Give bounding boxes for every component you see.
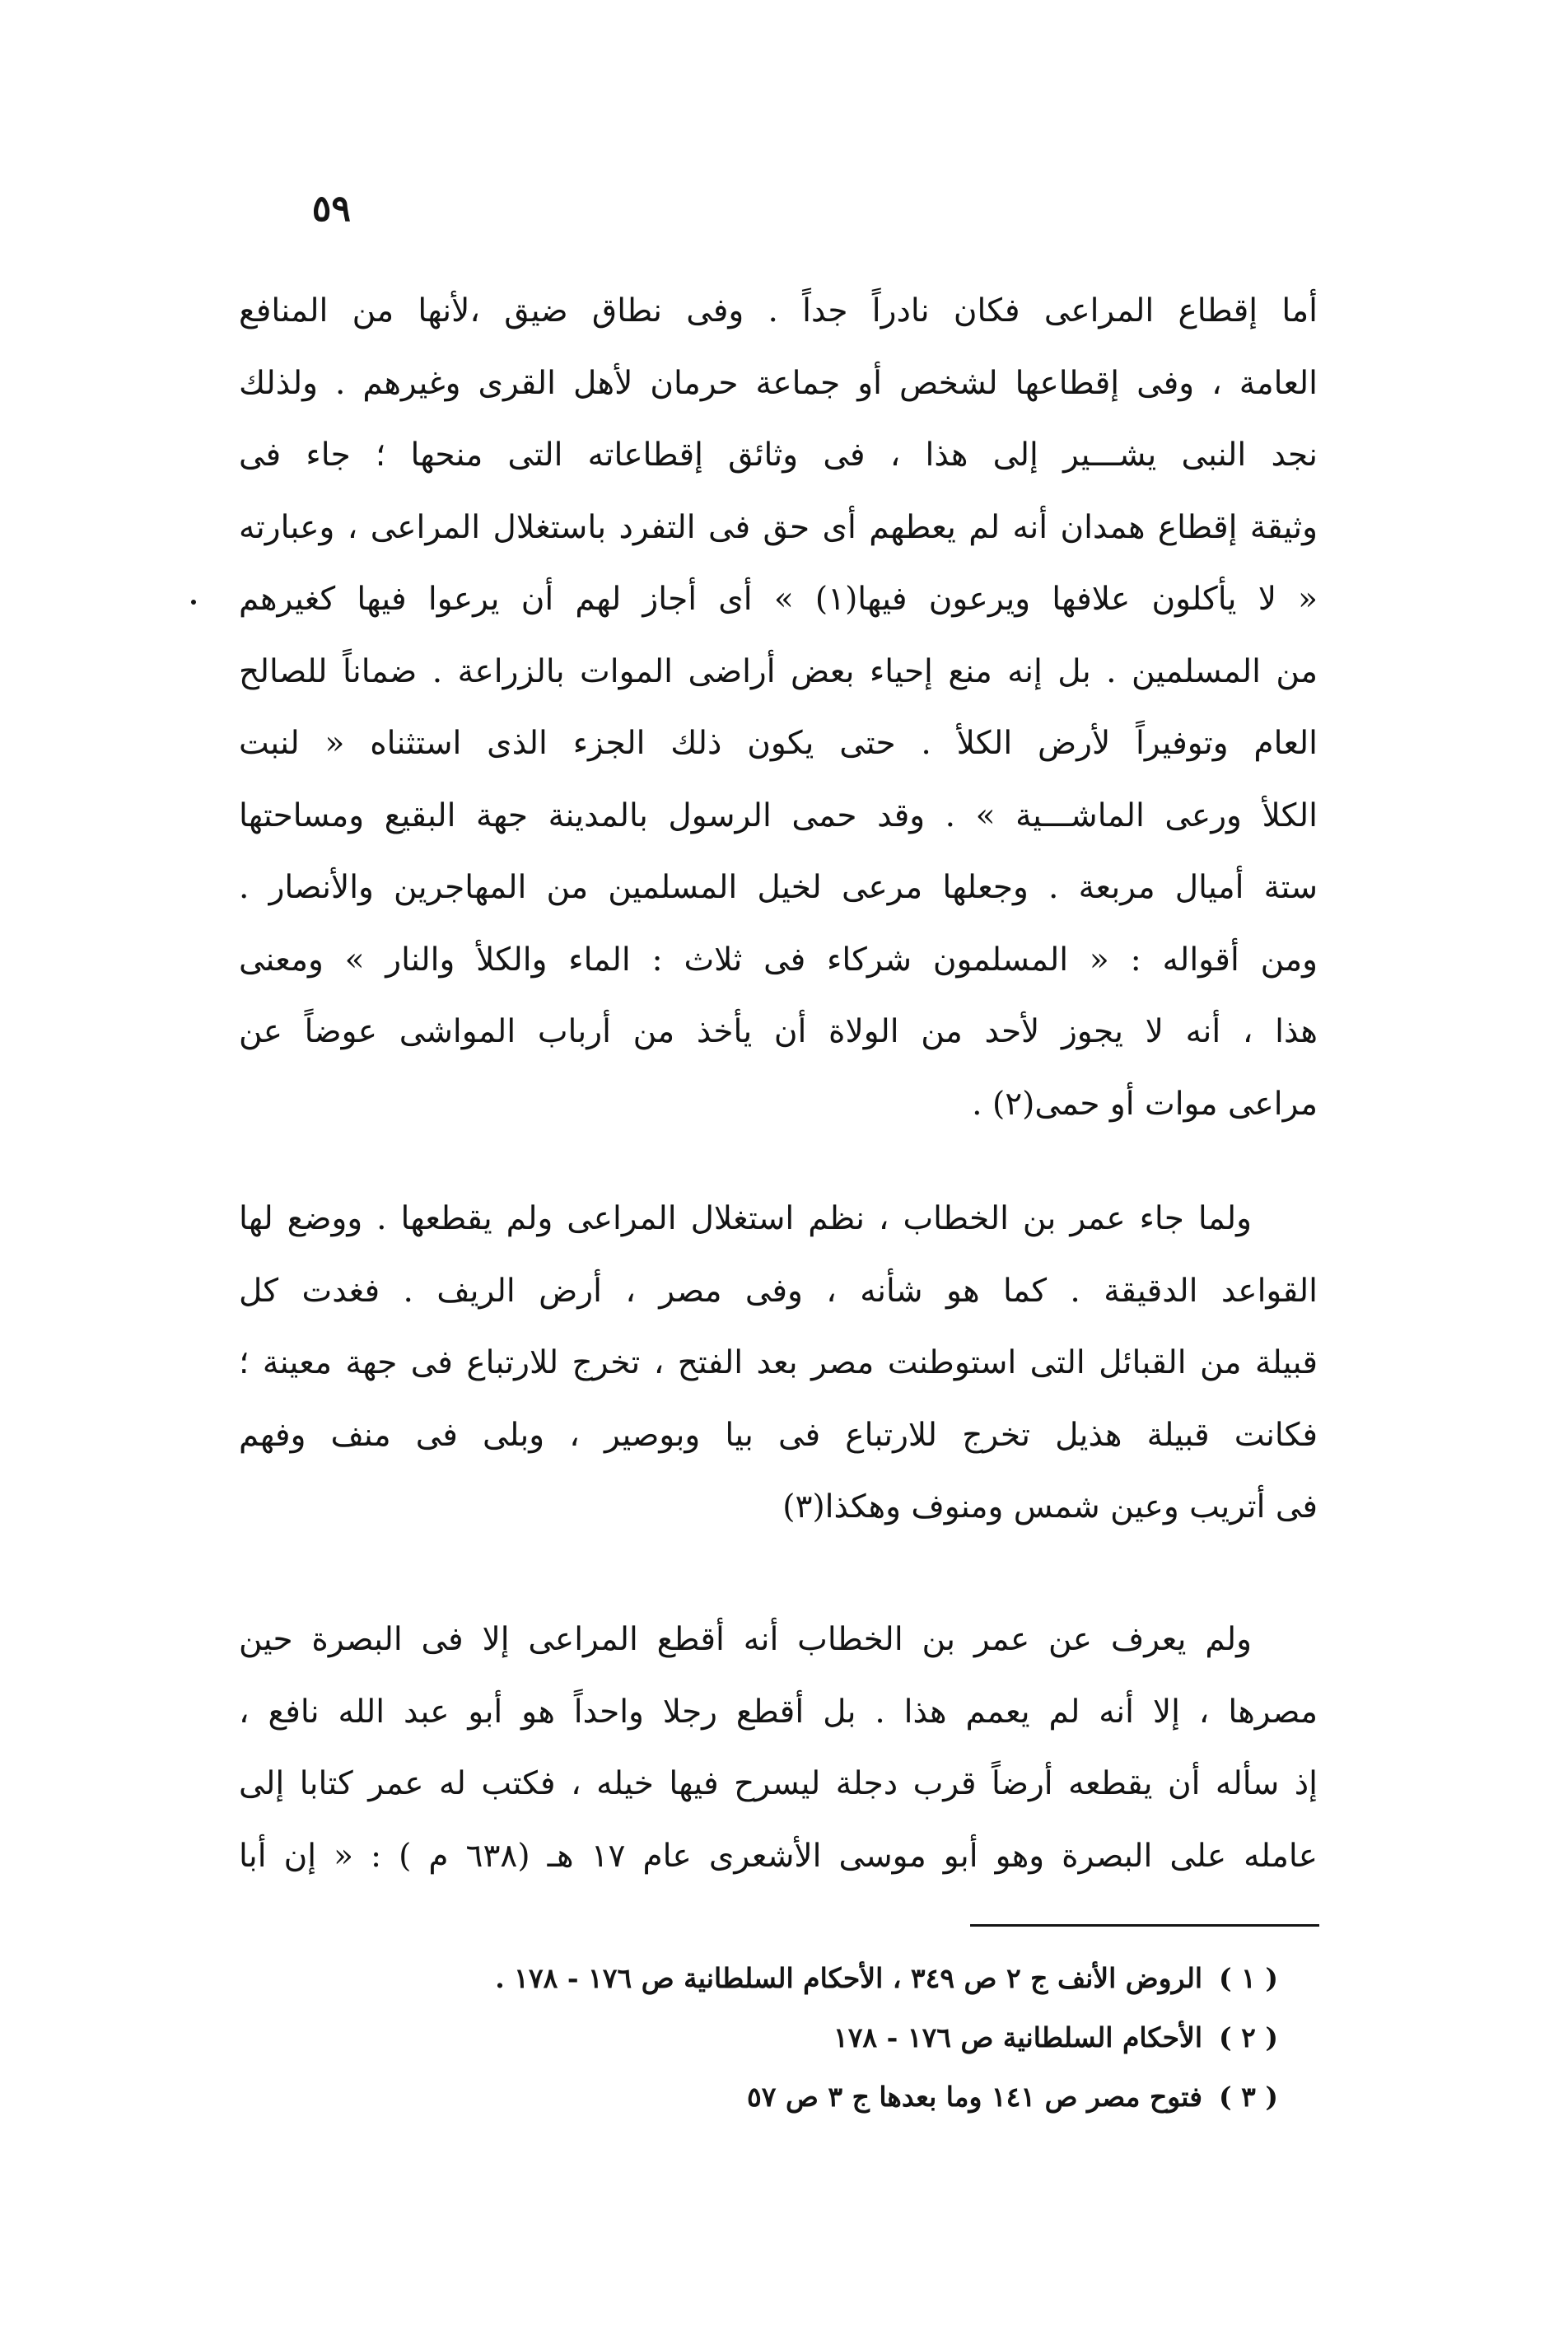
paragraph-1 xyxy=(239,275,1318,1140)
text-line: ولما جاء عمر بن الخطاب ، نظم استغلال المراعى ولم يقطعها . ووضع لها xyxy=(239,1200,1252,1237)
text-line: الكلأ ورعى الماشـــية » . وقد حمى الرسول بالمدينة جهة البقيع ومساحتها xyxy=(239,797,1318,834)
text-line: وثيقة إقطاع همدان أنه لم يعطهم أى حق فى التفرد باستغلال المراعى ، وعبارته xyxy=(239,508,1318,546)
text-line: نجد النبى يشـــير إلى هذا ، فى وثائق إقطاعاته التى منحها ؛ جاء فى xyxy=(239,437,1318,474)
print-speck xyxy=(191,600,196,605)
footnote-divider xyxy=(970,1924,1319,1927)
text-line: هذا ، أنه لا يجوز لأحد من الولاة أن يأخذ من أرباب المواشى عوضاً عن xyxy=(239,1013,1318,1050)
text-line: العامة ، وفى إقطاعها لشخص أو جماعة حرمان لأهل القرى وغيرهم . ولذلك xyxy=(239,364,1318,402)
paragraph-2 xyxy=(239,1183,1318,1544)
footnote-1 xyxy=(329,1949,1278,2008)
text-line: مراعى موات أو حمى(٢) . xyxy=(972,1085,1318,1123)
footnote-3 xyxy=(329,2067,1278,2127)
footnote-number: ( ١ ) xyxy=(1219,1962,1278,1994)
text-line: ستة أميال مربعة . وجعلها مرعى لخيل المسلمين من المهاجرين والأنصار . xyxy=(239,869,1318,906)
text-line: العام وتوفيراً لأرض الكلأ . حتى يكون ذلك الجزء الذى استثناه « لنبت xyxy=(239,725,1318,762)
footnote-text: فتوح مصر ص ١٤١ وما بعدها ج ٣ ص ٥٧ xyxy=(747,2081,1203,2113)
footnote-number: ( ٣ ) xyxy=(1219,2081,1278,2113)
text-line: عامله على البصرة وهو أبو موسى الأشعرى عام ١٧ هـ (٦٣٨ م ) : « إن أبا xyxy=(239,1837,1318,1875)
footnotes xyxy=(329,1949,1278,2127)
footnote-text: الأحكام السلطانية ص ١٧٦ - ١٧٨ xyxy=(833,2021,1203,2053)
paragraph-text xyxy=(239,275,1318,1140)
text-line: قبيلة من القبائل التى استوطنت مصر بعد الفتح ، تخرج للارتباع فى جهة معينة ؛ xyxy=(239,1344,1318,1381)
text-line: ومن أقواله : « المسلمون شركاء فى ثلاث : الماء والكلأ والنار » ومعنى xyxy=(239,941,1318,979)
footnote-text: الروض الأنف ج ٢ ص ٣٤٩ ، الأحكام السلطانية ص ١٧٦ - ١٧٨ . xyxy=(495,1962,1203,1994)
text-line: أما إقطاع المراعى فكان نادراً جداً . وفى نطاق ضيق ،لأنها من المنافع xyxy=(239,292,1318,329)
paragraph-text xyxy=(239,1183,1318,1544)
paragraph-text xyxy=(239,1604,1318,1892)
text-line: من المسلمين . بل إنه منع إحياء بعض أراضى الموات بالزراعة . ضماناً للصالح xyxy=(239,652,1318,690)
text-line: ولم يعرف عن عمر بن الخطاب أنه أقطع المراعى إلا فى البصرة حين xyxy=(239,1621,1252,1658)
page-number: ٥٩ xyxy=(311,188,351,230)
text-line: مصرها ، إلا أنه لم يعمم هذا . بل أقطع رجلا واحداً هو أبو عبد الله نافع ، xyxy=(239,1693,1318,1731)
text-line: إذ سأله أن يقطعه أرضاً قرب دجلة ليسرح فيها خيله ، فكتب له عمر كتابا إلى xyxy=(239,1765,1318,1802)
paragraph-3 xyxy=(239,1604,1318,1892)
text-line: القواعد الدقيقة . كما هو شأنه ، وفى مصر ، أرض الريف . فغدت كل xyxy=(239,1272,1318,1310)
footnote-number: ( ٢ ) xyxy=(1219,2021,1278,2053)
text-line: فى أتريب وعين شمس ومنوف وهكذا(٣) xyxy=(782,1488,1318,1525)
text-line: فكانت قبيلة هذيل تخرج للارتباع فى بيا وبوصير ، وبلى فى منف وفهم xyxy=(239,1416,1318,1454)
text-line: « لا يأكلون علافها ويرعون فيها(١) » أى أجاز لهم أن يرعوا فيها كغيرهم xyxy=(239,581,1318,618)
footnote-2 xyxy=(329,2008,1278,2067)
